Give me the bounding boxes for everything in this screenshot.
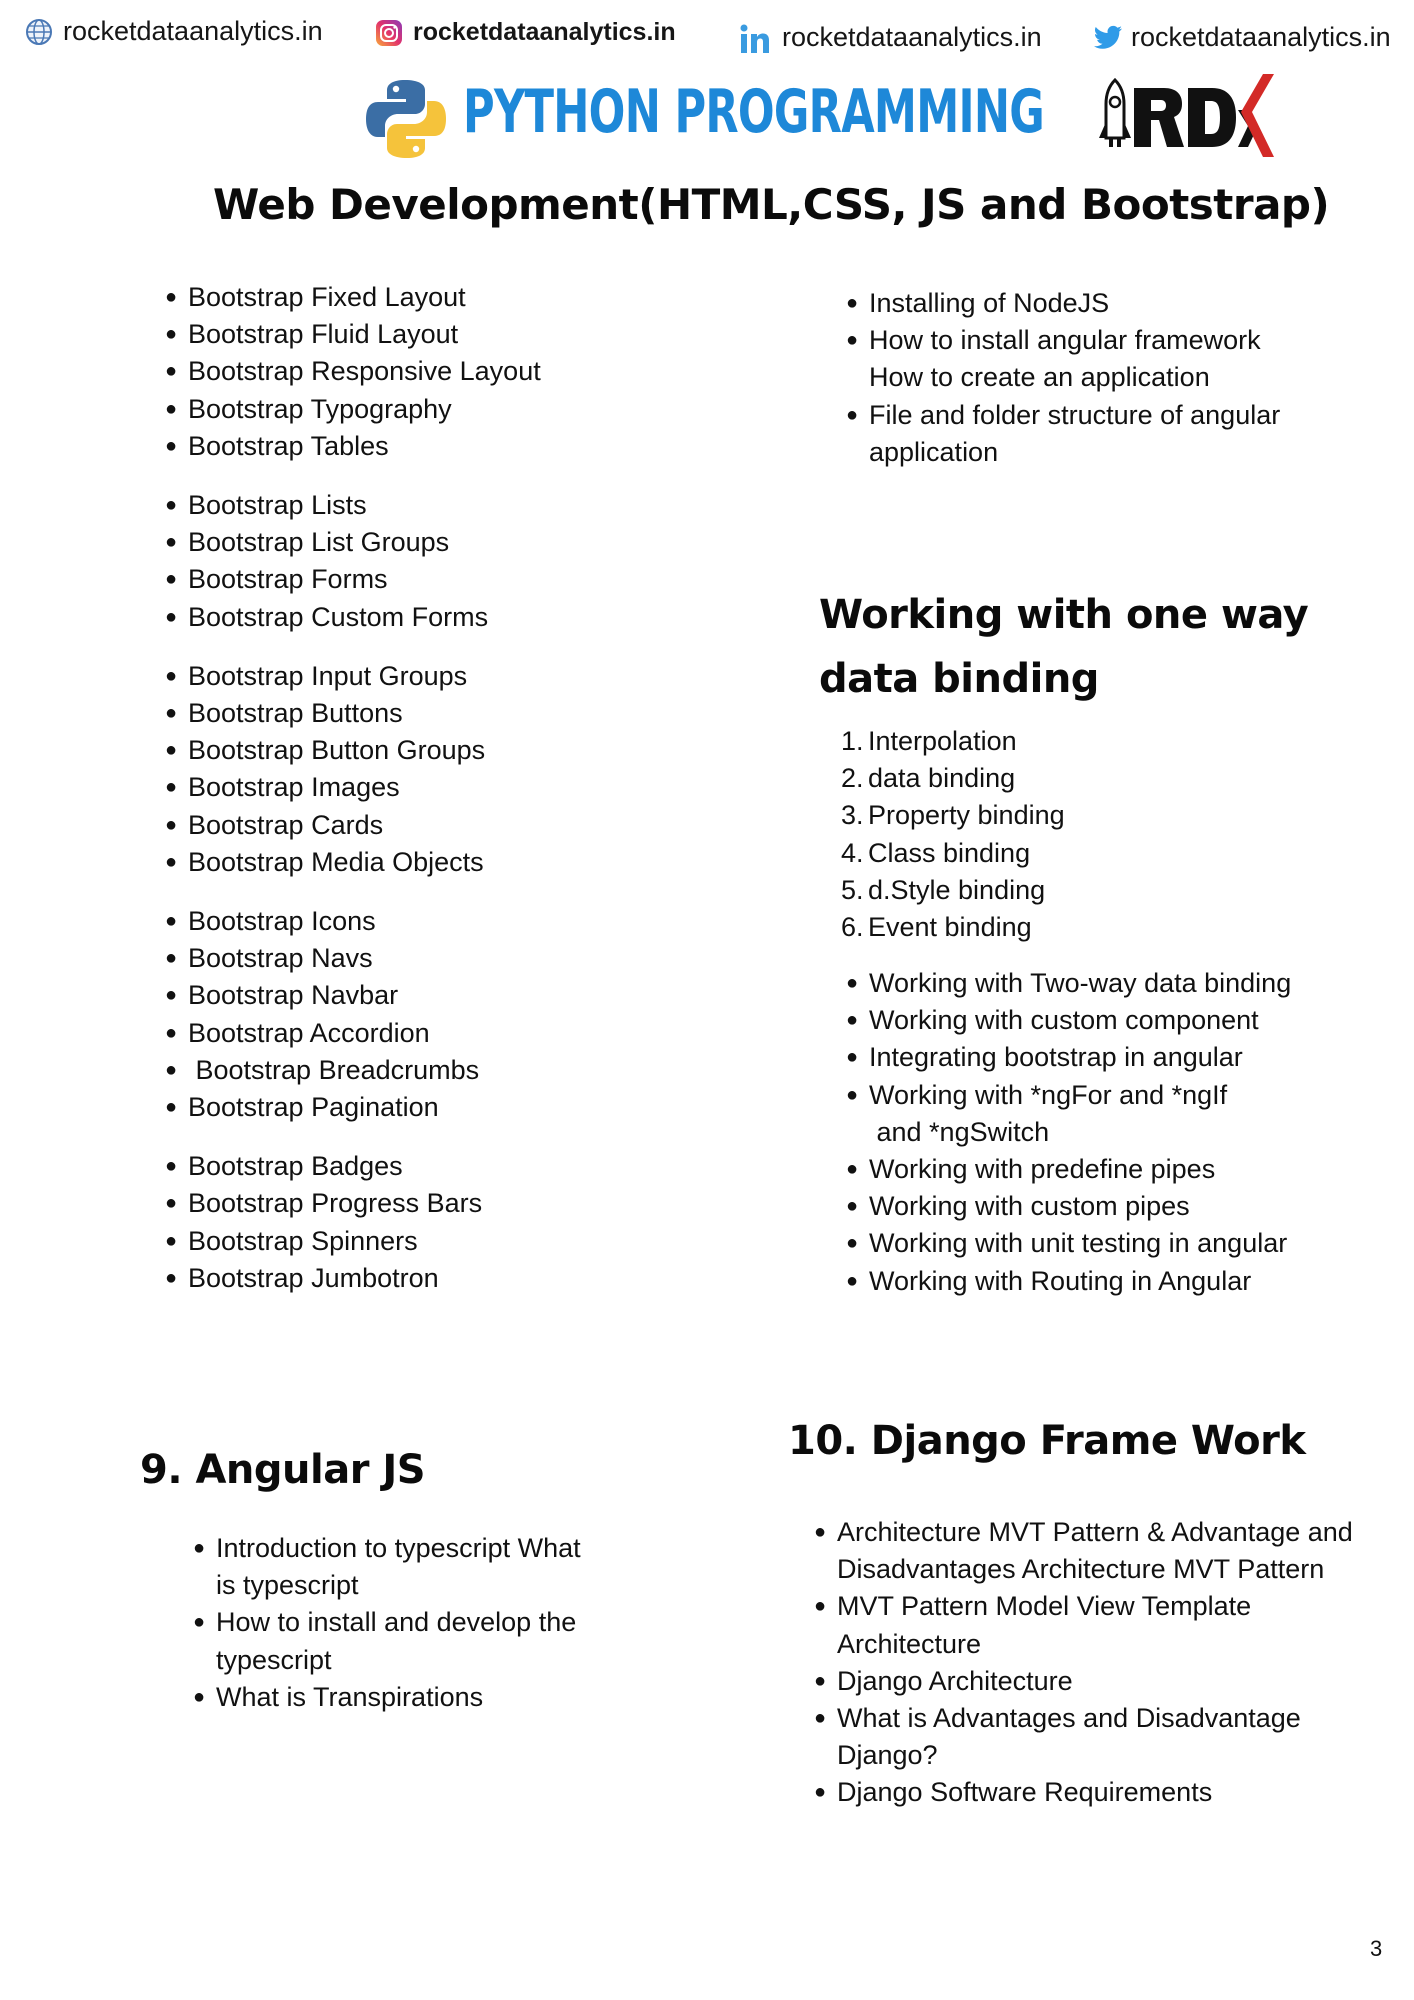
list-item [216,1642,581,1679]
list-item-text: Architecture [837,1628,982,1659]
list-item-text: Bootstrap Jumbotron [188,1262,439,1293]
list-item-text: Bootstrap Icons [188,906,376,937]
list-item [814,1514,1353,1551]
bullet-icon: ● [846,1195,859,1218]
instagram-icon [375,19,403,47]
list-item-text: Installing of NodeJS [869,288,1110,318]
list-item-text: Bootstrap Accordion [188,1017,430,1048]
numbered-list-item [841,723,1065,760]
bullet-icon: ● [165,568,178,591]
list-item [165,599,541,636]
linkedin-icon [740,24,772,52]
bullet-icon: ● [165,494,178,517]
list-item [165,977,541,1014]
list-item-text: Bootstrap Fixed Layout [188,282,466,312]
list-item-text: How to install and develop the [216,1607,577,1638]
list-item [846,1151,1291,1188]
bootstrap-topic-list [165,279,541,1297]
bullet-icon: ● [814,1669,827,1692]
angular-topics-list [846,965,1292,1300]
bullet-icon: ● [165,850,178,873]
bullet-icon: ● [846,972,859,994]
list-item-text: Bootstrap Progress Bars [188,1188,483,1219]
group-spacer [188,636,541,658]
list-item-text: Working with predefine pipes [869,1154,1216,1185]
angular-typescript-list [193,1530,581,1716]
list-item [165,940,541,977]
list-item-text: Working with custom pipes [869,1191,1190,1222]
list-item [165,279,541,316]
list-item-text: Property binding [868,800,1065,831]
list-item-text: Bootstrap Forms [188,564,388,595]
bullet-icon: ● [846,1232,859,1255]
list-item [837,1626,1353,1663]
numbered-list-item [841,872,1065,909]
one-way-binding-heading-line-2: data binding [819,656,1099,702]
list-number: 2. [841,763,864,794]
list-item [165,807,541,844]
django-topic-list [814,1514,1353,1812]
bullet-icon: ● [165,702,178,725]
bullet-icon: ● [165,664,178,687]
list-item-text: typescript [216,1644,332,1675]
social-link-linkedin[interactable] [740,22,1042,53]
list-item [846,1002,1291,1039]
list-item [165,658,541,695]
list-item-text: Bootstrap Cards [188,809,384,840]
list-item [165,316,541,353]
django-heading: 10. Django Frame Work [788,1418,1306,1464]
list-item [837,1737,1353,1774]
numbered-list-item [841,760,1065,797]
list-item-text: Bootstrap Spinners [188,1225,418,1256]
list-item [193,1530,581,1567]
bullet-icon: ● [165,1096,178,1119]
list-item-text: Working with Two-way data binding [869,968,1292,998]
bullet-icon: ● [165,1058,178,1081]
social-link-twitter[interactable] [1093,22,1391,53]
list-item-text: Introduction to typescript What [216,1533,581,1563]
numbered-list-item [841,835,1065,872]
bullet-icon: ● [165,813,178,836]
globe-icon [25,18,53,46]
list-item [814,1588,1353,1625]
bullet-icon: ● [814,1595,827,1618]
list-item-text: Bootstrap Navs [188,943,373,974]
list-item-text: is typescript [216,1570,359,1601]
list-item [165,561,541,598]
list-item [846,1225,1291,1262]
list-item-text: What is Transpirations [216,1681,484,1712]
list-item [165,428,541,465]
python-logo-icon [365,78,447,160]
list-item-text: Bootstrap Breadcrumbs [188,1054,480,1085]
list-item-text: Bootstrap List Groups [188,527,450,558]
bullet-icon: ● [165,434,178,457]
list-item-text: Working with unit testing in angular [869,1228,1288,1259]
list-item-text: Bootstrap Tables [188,430,389,461]
social-link-instagram[interactable] [375,18,676,47]
list-item [846,965,1292,1002]
one-way-binding-heading-line-1: Working with one way [819,592,1309,638]
list-item [165,524,541,561]
list-item-text: MVT Pattern Model View Template [837,1591,1252,1622]
bullet-icon: ● [165,1155,178,1178]
bullet-icon: ● [165,323,178,346]
list-number: 4. [841,837,864,868]
list-item-text: d.Style binding [868,874,1046,905]
list-item-text: Bootstrap Fluid Layout [188,319,459,350]
numbered-list-item [841,797,1065,834]
list-item [814,1774,1353,1811]
list-item-text: Django Architecture [837,1665,1073,1696]
list-item-text: Integrating bootstrap in angular [869,1042,1243,1073]
bullet-icon: ● [846,292,859,314]
list-item-text: Bootstrap Lists [188,490,367,521]
list-item-text: File and folder structure of angular [869,399,1281,430]
list-item-text: Working with Routing in Angular [869,1265,1252,1296]
list-item-text: application [869,436,999,467]
bullet-icon: ● [193,1611,206,1634]
list-item [165,769,541,806]
list-item [814,1663,1353,1700]
bullet-icon: ● [165,984,178,1007]
page-title: Web Development(HTML,CSS, JS and Bootstrap) [213,180,1330,229]
page-number: 3 [1370,1936,1383,1961]
list-item [869,434,1280,471]
group-spacer [188,1126,541,1148]
list-item [846,1188,1291,1225]
list-item [165,1148,541,1185]
rdx-logo-icon [1098,72,1278,162]
list-item [165,844,541,881]
group-spacer [188,465,541,487]
bullet-icon: ● [814,1781,827,1804]
list-item-text: Bootstrap Typography [188,393,452,424]
list-number: 6. [841,912,864,943]
list-item [216,1567,581,1604]
bullet-icon: ● [846,1158,859,1181]
list-item-text: Event binding [868,912,1032,943]
social-link-website[interactable] [25,16,323,47]
list-item-text: Bootstrap Pagination [188,1092,439,1123]
bullet-icon: ● [846,403,859,426]
list-item-text: Bootstrap Button Groups [188,735,486,766]
list-item-text: Working with custom component [869,1005,1259,1036]
bullet-icon: ● [814,1521,827,1543]
bullet-icon: ● [846,1269,859,1292]
bullet-icon: ● [846,1083,859,1106]
bullet-icon: ● [846,1046,859,1069]
group-spacer [188,881,541,903]
list-item-text: Bootstrap Buttons [188,698,403,729]
twitter-icon [1093,24,1121,52]
one-way-binding-list [841,723,1065,946]
list-item [165,903,541,940]
list-item-text: Architecture MVT Pattern & Advantage and [837,1517,1353,1547]
list-item-text: How to create an application [869,362,1210,393]
bullet-icon: ● [165,605,178,628]
list-item [165,1223,541,1260]
list-item [846,1077,1291,1114]
bullet-icon: ● [846,329,859,352]
angular-heading: 9. Angular JS [140,1447,426,1493]
list-item [165,391,541,428]
list-item-text: Working with *ngFor and *ngIf [869,1079,1228,1110]
bullet-icon: ● [165,286,178,308]
list-item [193,1604,581,1641]
list-item [869,359,1280,396]
list-number: 3. [841,800,864,831]
list-item [846,1039,1291,1076]
list-item [165,1052,541,1089]
bullet-icon: ● [165,1229,178,1252]
bullet-icon: ● [165,1021,178,1044]
list-item [165,732,541,769]
list-item [165,1185,541,1222]
list-item-text: Bootstrap Badges [188,1151,403,1182]
bullet-icon: ● [165,739,178,762]
list-item [165,1015,541,1052]
list-item-text: Bootstrap Input Groups [188,660,468,691]
list-item [846,322,1280,359]
list-item [846,1263,1291,1300]
list-item [869,1114,1291,1151]
brand-title: PYTHON PROGRAMMING [463,77,1045,147]
list-item-text: Bootstrap Navbar [188,980,399,1011]
list-item-text: Bootstrap Media Objects [188,846,484,877]
list-item-text: Bootstrap Custom Forms [188,601,489,632]
list-item [846,285,1280,322]
list-item [165,1089,541,1126]
list-number: 5. [841,874,864,905]
list-item-text: Django Software Requirements [837,1777,1213,1808]
list-item [193,1679,581,1716]
social-link-text: rocketdataanalytics.in [782,22,1042,52]
list-item [165,695,541,732]
social-link-text: rocketdataanalytics.in [63,16,323,46]
bullet-icon: ● [193,1685,206,1708]
list-item [837,1551,1353,1588]
list-item-text: Disadvantages Architecture MVT Pattern [837,1554,1325,1585]
list-item-text: How to install angular framework [869,325,1261,356]
list-item [846,397,1281,434]
list-item-text: What is Advantages and Disadvantage [837,1703,1301,1734]
numbered-list-item [841,909,1065,946]
list-item-text: Class binding [868,837,1031,868]
bullet-icon: ● [165,776,178,799]
list-item-text: data binding [868,763,1016,794]
list-item [814,1700,1353,1737]
bullet-icon: ● [846,1009,859,1032]
list-item-text: Interpolation [868,726,1017,756]
list-item [165,1260,541,1297]
list-number: 1. [841,726,864,756]
list-item [165,487,541,524]
list-item-text: Bootstrap Images [188,772,400,803]
bullet-icon: ● [165,360,178,383]
bullet-icon: ● [165,1192,178,1215]
bullet-icon: ● [165,947,178,970]
bullet-icon: ● [193,1537,206,1559]
bullet-icon: ● [165,1266,178,1289]
list-item-text: and *ngSwitch [869,1116,1050,1147]
list-item-text: Django? [837,1740,938,1771]
bullet-icon: ● [165,531,178,554]
social-link-text: rocketdataanalytics.in [1131,22,1391,52]
social-link-text: rocketdataanalytics.in [413,18,676,46]
list-item-text: Bootstrap Responsive Layout [188,356,541,387]
bullet-icon: ● [814,1707,827,1730]
bullet-icon: ● [165,910,178,933]
bullet-icon: ● [165,397,178,420]
list-item [165,353,541,390]
angular-setup-list [846,285,1281,471]
